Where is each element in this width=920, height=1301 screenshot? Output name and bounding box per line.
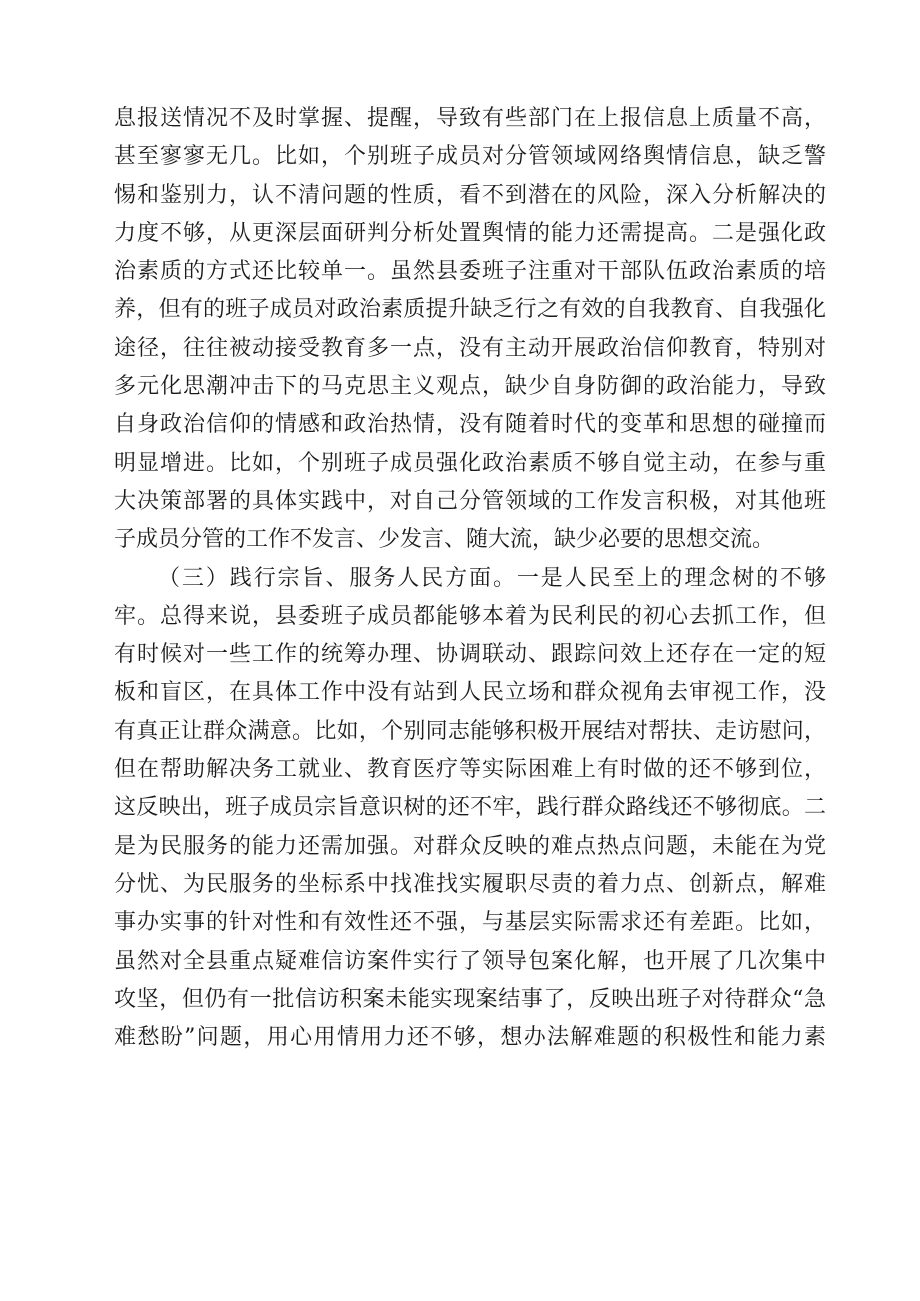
text-line: 攻坚，但仍有一批信访积案未能实现案结事了，反映出班子对待群众“急 xyxy=(114,986,826,1012)
text-line: 有时候对一些工作的统筹办理、协调联动、跟踪问效上还存在一定的短 xyxy=(114,642,826,668)
text-line: 难愁盼”问题，用心用情用力还不够，想办法解难题的积极性和能力素 xyxy=(114,1025,826,1051)
text-line: 途径，往往被动接受教育多一点，没有主动开展政治信仰教育，特别对 xyxy=(114,335,826,361)
text-line: 虽然对全县重点疑难信访案件实行了领导包案化解，也开展了几次集中 xyxy=(114,948,826,974)
text-line: 明显增进。比如，个别班子成员强化政治素质不够自觉主动，在参与重 xyxy=(114,450,826,476)
body-text xyxy=(114,100,826,1057)
text-line: 但在帮助解决务工就业、教育医疗等实际困难上有时做的还不够到位， xyxy=(114,757,826,783)
text-line: 惕和鉴别力，认不清问题的性质，看不到潜在的风险，深入分析解决的 xyxy=(114,182,826,208)
text-line: 自身政治信仰的情感和政治热情，没有随着时代的变革和思想的碰撞而 xyxy=(114,412,826,438)
text-line: 这反映出，班子成员宗旨意识树的还不牢，践行群众路线还不够彻底。二 xyxy=(114,795,826,821)
text-line: 力度不够，从更深层面研判分析处置舆情的能力还需提高。二是强化政 xyxy=(114,220,826,246)
text-line: 多元化思潮冲击下的马克思主义观点，缺少自身防御的政治能力，导致 xyxy=(114,374,826,400)
text-line: 是为民服务的能力还需加强。对群众反映的难点热点问题，未能在为党 xyxy=(114,833,826,859)
text-line: 子成员分管的工作不发言、少发言、随大流，缺少必要的思想交流。 xyxy=(114,527,775,553)
text-line: 板和盲区，在具体工作中没有站到人民立场和群众视角去审视工作，没 xyxy=(114,680,826,706)
text-line: 事办实事的针对性和有效性还不强，与基层实际需求还有差距。比如， xyxy=(114,910,826,936)
paragraph-1 xyxy=(114,100,826,560)
text-line: 牢。总得来说，县委班子成员都能够本着为民利民的初心去抓工作，但 xyxy=(114,603,826,629)
text-line: 养，但有的班子成员对政治素质提升缺乏行之有效的自我教育、自我强化 xyxy=(114,297,826,323)
paragraph-2 xyxy=(114,560,826,1058)
text-line: 甚至寥寥无几。比如，个别班子成员对分管领域网络舆情信息，缺乏警 xyxy=(114,144,826,170)
text-line: 息报送情况不及时掌握、提醒，导致有些部门在上报信息上质量不高， xyxy=(114,106,826,131)
section-heading-line: （三）践行宗旨、服务人民方面。一是人民至上的理念树的不够 xyxy=(158,565,826,591)
text-line: 分忧、为民服务的坐标系中找准找实履职尽责的着力点、创新点，解难 xyxy=(114,871,826,897)
text-line: 大决策部署的具体实践中，对自己分管领域的工作发言积极，对其他班 xyxy=(114,488,826,514)
text-line: 治素质的方式还比较单一。虽然县委班子注重对干部队伍政治素质的培 xyxy=(114,259,826,285)
text-line: 有真正让群众满意。比如，个别同志能够积极开展结对帮扶、走访慰问， xyxy=(114,718,826,744)
